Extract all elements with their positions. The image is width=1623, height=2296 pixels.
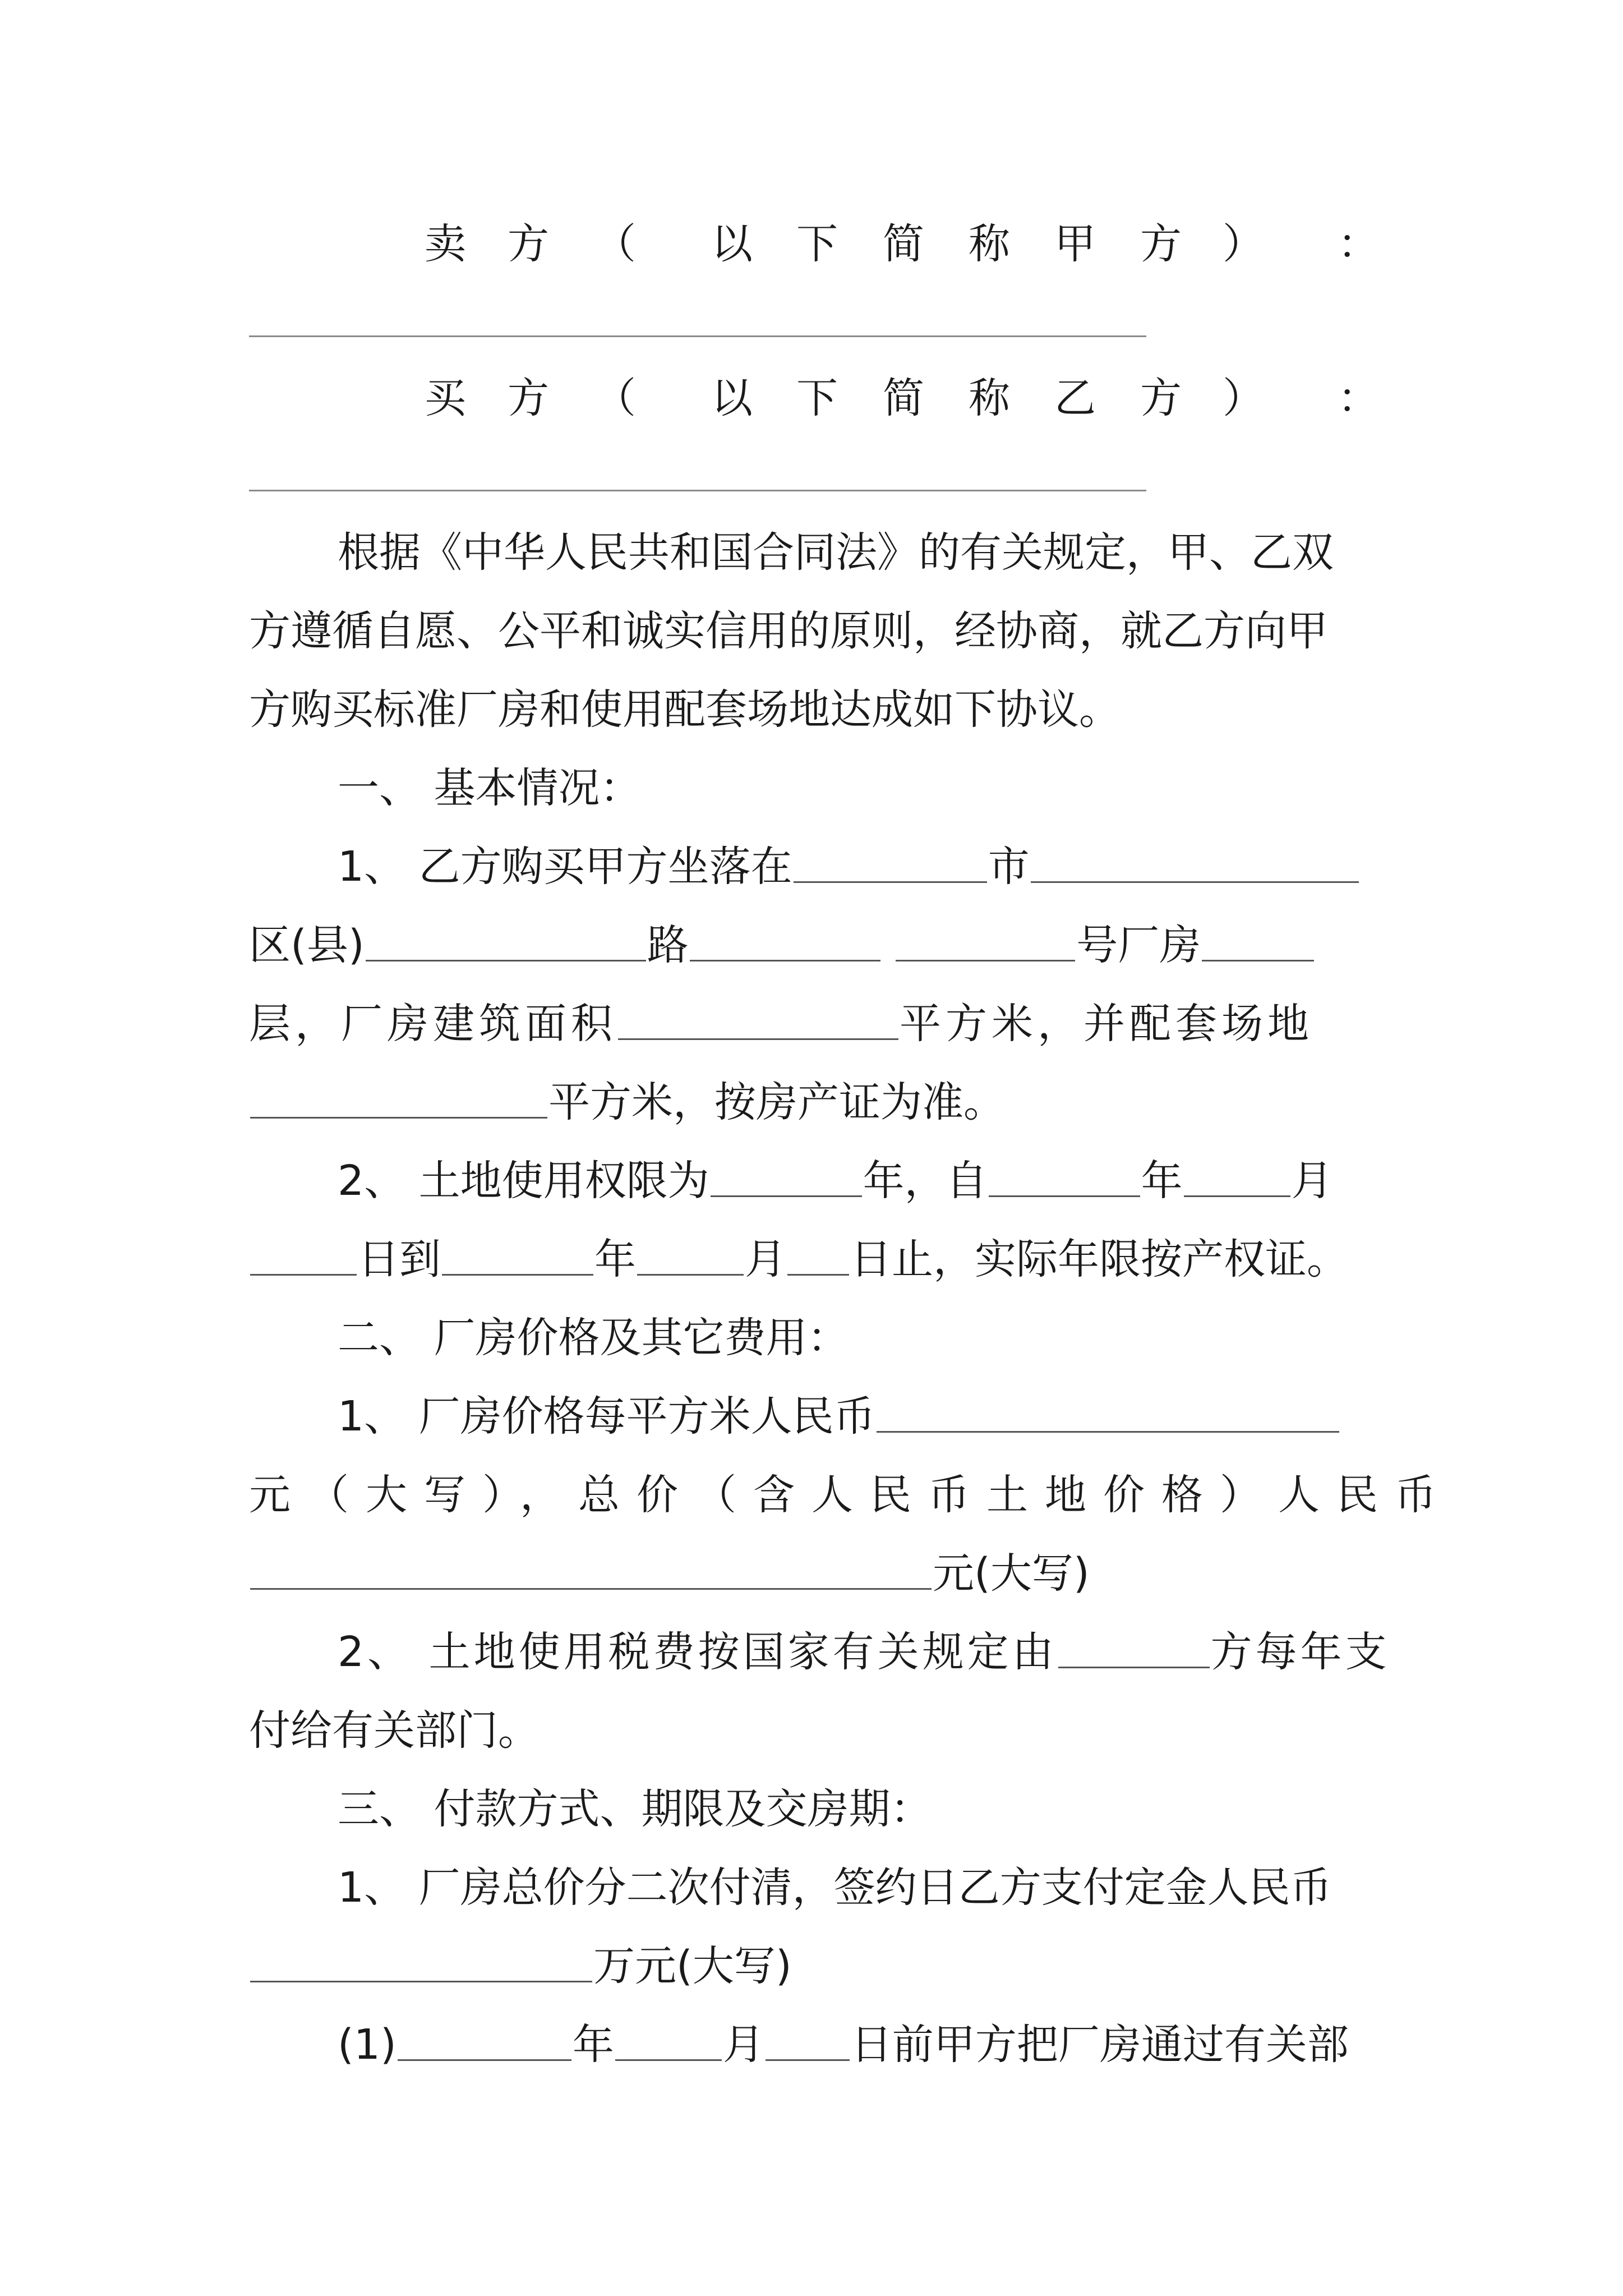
s1-item1-line2: [0, 917, 1623, 973]
buyer-char: （: [594, 374, 636, 422]
seller-name-line: [249, 335, 1146, 337]
text: 万元(大写): [593, 1942, 792, 1990]
section-3-title: 三、 付款方式、期限及交房期：: [338, 1785, 932, 1833]
text: 市: [988, 843, 1030, 891]
section-2-title: 二、 厂房价格及其它费用：: [338, 1314, 849, 1362]
tax-payer-blank[interactable]: [1058, 1667, 1210, 1668]
buyer-char: ：: [1338, 374, 1379, 422]
road-blank[interactable]: [366, 960, 646, 961]
text: 月: [722, 2021, 764, 2069]
seller-char: 甲: [1054, 220, 1096, 268]
seller-char: ）: [1223, 220, 1264, 268]
end-month-blank[interactable]: [637, 1274, 744, 1276]
end-day-blank[interactable]: [787, 1274, 849, 1276]
seller-char: 方: [1140, 220, 1182, 268]
s1-item2-line2: [0, 1231, 1623, 1287]
land-years-blank[interactable]: [711, 1195, 862, 1197]
seller-char: 称: [969, 220, 1010, 268]
road-number-blank[interactable]: [690, 960, 880, 961]
buyer-char: 称: [969, 374, 1010, 422]
seller-char: 简: [883, 220, 924, 268]
seller-line: [0, 216, 1623, 272]
text: 年: [1141, 1157, 1183, 1205]
start-month-blank[interactable]: [1184, 1195, 1290, 1197]
handover-year-blank[interactable]: [398, 2059, 571, 2061]
seller-char: 卖: [425, 220, 466, 268]
text: 年: [594, 1235, 636, 1283]
text: 层，厂房建筑面积: [249, 1000, 617, 1048]
text: 1、 乙方购买甲方坐落在: [338, 843, 792, 891]
s1-item2-line1: [0, 1153, 1623, 1209]
buyer-char: 下: [796, 374, 838, 422]
intro-line-1: 根据《中华人民共和国合同法》的有关规定，甲、乙双: [338, 528, 1334, 577]
text: 日到: [358, 1235, 441, 1283]
buyer-char: 乙: [1054, 374, 1096, 422]
text: 日前甲方把厂房通过有关部: [850, 2021, 1349, 2069]
s3-item1-line1: 1、 厂房总价分二次付清，签约日乙方支付定金人民币: [338, 1864, 1332, 1912]
building-area-blank[interactable]: [618, 1038, 898, 1040]
buyer-line: [0, 370, 1623, 426]
text: 月: [1291, 1157, 1333, 1205]
buyer-char: ）: [1223, 374, 1264, 422]
start-year-blank[interactable]: [989, 1195, 1140, 1197]
handover-month-blank[interactable]: [615, 2059, 722, 2061]
text: 1、 厂房价格每平方米人民币: [338, 1392, 875, 1441]
s2-item1-line2: 元（大写），总价（含人民币土地价格）人民币: [249, 1471, 1453, 1519]
seller-char: （: [594, 220, 636, 268]
intro-line-2: 方遵循自愿、公平和诚实信用的原则，经协商，就乙方向甲: [249, 607, 1328, 655]
buyer-char: 方: [508, 374, 549, 422]
text: (1): [338, 2021, 396, 2069]
s3-item1-line2: [0, 1938, 1623, 1994]
text: 路: [647, 921, 689, 969]
text: 元(大写): [933, 1549, 1090, 1598]
site-area-blank[interactable]: [250, 1117, 547, 1119]
text: 区(县): [249, 921, 365, 969]
buyer-name-line: [249, 490, 1146, 491]
s2-item1-line1: [0, 1388, 1623, 1444]
unit-price-blank[interactable]: [877, 1431, 1339, 1433]
text: 年，自: [863, 1157, 988, 1205]
buyer-char: 以: [711, 374, 753, 422]
text: 2、 土地使用权限为: [338, 1157, 709, 1205]
floor-blank[interactable]: [1202, 960, 1314, 961]
end-year-blank[interactable]: [442, 1274, 593, 1276]
text: 月: [745, 1235, 786, 1283]
handover-day-blank[interactable]: [766, 2059, 850, 2061]
s2-item2-line1: [0, 1624, 1623, 1680]
seller-char: 方: [508, 220, 549, 268]
district-blank[interactable]: [1031, 881, 1359, 883]
s1-item1-line3: [0, 996, 1623, 1052]
text: 平方米，按房产证为准。: [548, 1078, 1005, 1126]
s2-item2-line2: 付给有关部门。: [249, 1706, 540, 1755]
text: 2、 土地使用税费按国家有关规定由: [338, 1628, 1057, 1676]
seller-char: 下: [796, 220, 838, 268]
text: 日止，实际年限按产权证。: [850, 1235, 1348, 1283]
intro-line-3: 方购买标准厂房和使用配套场地达成如下协议。: [249, 685, 1121, 734]
seller-char: ：: [1338, 220, 1379, 268]
city-blank[interactable]: [794, 881, 987, 883]
buyer-char: 简: [883, 374, 924, 422]
deposit-blank[interactable]: [250, 1981, 592, 1982]
buyer-char: 方: [1140, 374, 1182, 422]
text: 方每年支: [1210, 1628, 1390, 1676]
s2-item1-line3: [0, 1545, 1623, 1602]
s1-item1-line4: [0, 1074, 1623, 1130]
text: 平方米，并配套场地: [900, 1000, 1313, 1048]
buyer-char: 买: [425, 374, 466, 422]
text: 号厂房: [1076, 921, 1201, 969]
text: 年: [572, 2021, 614, 2069]
start-day-blank[interactable]: [250, 1274, 357, 1276]
seller-char: 以: [711, 220, 753, 268]
building-number-blank[interactable]: [896, 960, 1075, 961]
total-price-blank[interactable]: [250, 1588, 932, 1590]
section-1-title: 一、 基本情况：: [338, 764, 642, 812]
s1-item1-line1: [0, 839, 1623, 895]
s3-para1-line1: [0, 2017, 1623, 2073]
